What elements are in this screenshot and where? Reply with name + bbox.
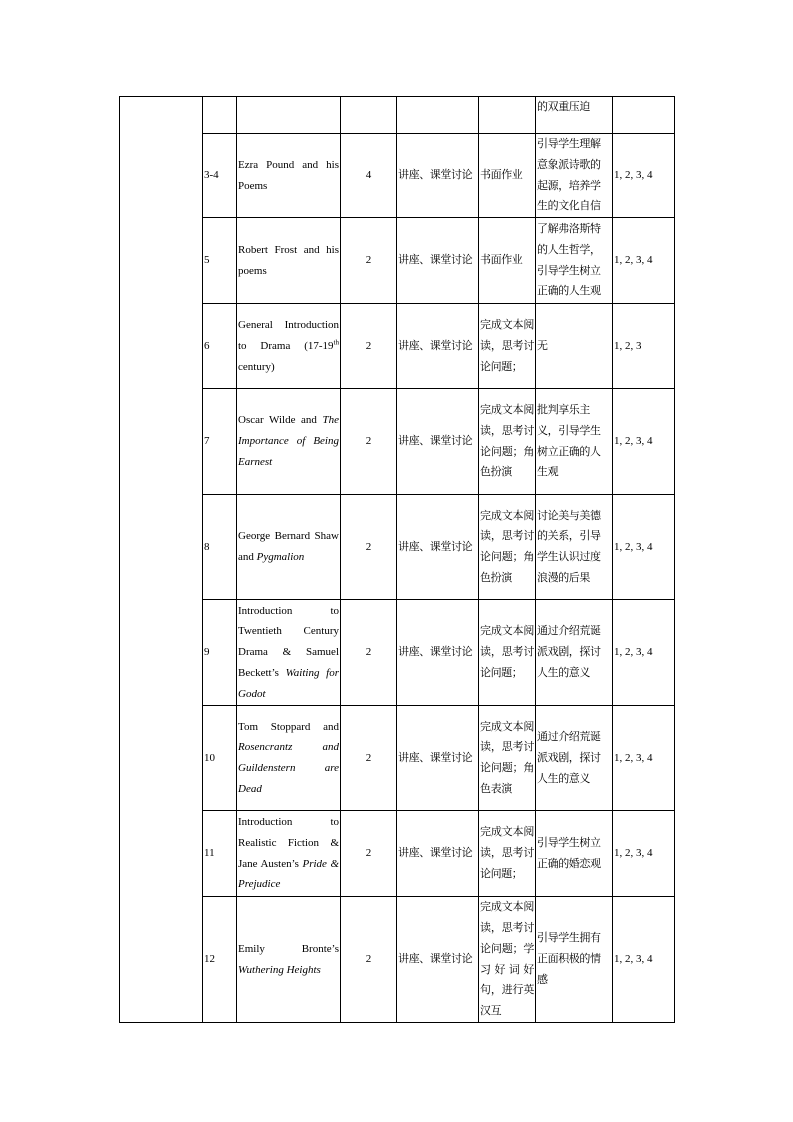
homework-cell bbox=[479, 97, 536, 134]
topic-text: Tom Stoppard and bbox=[238, 720, 339, 733]
assessment-cell: 1, 2, 3, 4 bbox=[613, 134, 675, 218]
topic-cell bbox=[237, 304, 341, 389]
hours-cell: 2 bbox=[341, 304, 397, 389]
topic-cell bbox=[237, 97, 341, 134]
topic-text: Introduction to Twentieth Century Drama & Samuel Beckett’s bbox=[238, 604, 339, 680]
ideology-cell: 通过介绍荒诞派戏剧，探讨人生的意义 bbox=[536, 600, 613, 706]
assessment-cell: 1, 2, 3, 4 bbox=[613, 811, 675, 897]
topic-text: George Bernard Shaw and bbox=[238, 530, 339, 564]
ideology-cell: 无 bbox=[536, 304, 613, 389]
topic-cell bbox=[237, 706, 341, 811]
table-row bbox=[120, 600, 675, 706]
topic-cell bbox=[237, 811, 341, 897]
week-cell: 7 bbox=[203, 389, 237, 495]
method-cell: 讲座、课堂讨论 bbox=[397, 389, 479, 495]
topic-text: Emily Bronte’s bbox=[238, 942, 339, 955]
assessment-cell: 1, 2, 3, 4 bbox=[613, 495, 675, 600]
topic-text: General Introduction to Drama (17-19 bbox=[238, 318, 339, 352]
topic-text: Introduction to Realistic Fiction & Jane Austen’s bbox=[238, 816, 339, 870]
table-row bbox=[120, 389, 675, 495]
homework-cell: 书面作业 bbox=[479, 134, 536, 218]
topic-cell: Ezra Pound and his Poems bbox=[237, 134, 341, 218]
week-cell: 10 bbox=[203, 706, 237, 811]
week-cell bbox=[203, 97, 237, 134]
table-row bbox=[120, 495, 675, 600]
week-cell: 8 bbox=[203, 495, 237, 600]
week-cell: 3-4 bbox=[203, 134, 237, 218]
ideology-cell: 讨论美与美德的关系，引导学生认识过度浪漫的后果 bbox=[536, 495, 613, 600]
hours-cell: 2 bbox=[341, 495, 397, 600]
homework-cell: 完成文本阅读，思考讨论问题；角色表演 bbox=[479, 706, 536, 811]
hours-cell: 2 bbox=[341, 897, 397, 1023]
homework-cell: 完成文本阅读，思考讨论问题； bbox=[479, 304, 536, 389]
hours-cell: 2 bbox=[341, 389, 397, 495]
method-cell: 讲座、课堂讨论 bbox=[397, 706, 479, 811]
topic-cell bbox=[237, 600, 341, 706]
hours-cell: 2 bbox=[341, 811, 397, 897]
work-title: Rosencrantz and Guildenstern are Dead bbox=[238, 741, 339, 795]
table-row bbox=[120, 134, 675, 218]
assessment-cell bbox=[613, 97, 675, 134]
course-schedule-table bbox=[119, 96, 675, 1023]
assessment-cell: 1, 2, 3, 4 bbox=[613, 897, 675, 1023]
week-cell: 11 bbox=[203, 811, 237, 897]
assessment-cell: 1, 2, 3, 4 bbox=[613, 218, 675, 304]
ideology-cell: 引导学生理解意象派诗歌的起源，培养学生的文化自信 bbox=[536, 134, 613, 218]
work-title: Pride & Prejudice bbox=[238, 857, 339, 891]
week-cell: 6 bbox=[203, 304, 237, 389]
topic-cell: Robert Frost and his poems bbox=[237, 218, 341, 304]
method-cell: 讲座、课堂讨论 bbox=[397, 495, 479, 600]
method-cell: 讲座、课堂讨论 bbox=[397, 811, 479, 897]
topic-cell bbox=[237, 495, 341, 600]
hours-cell: 4 bbox=[341, 134, 397, 218]
method-cell bbox=[397, 97, 479, 134]
method-cell: 讲座、课堂讨论 bbox=[397, 218, 479, 304]
hours-cell bbox=[341, 97, 397, 134]
homework-cell: 书面作业 bbox=[479, 218, 536, 304]
ideology-cell: 通过介绍荒诞派戏剧，探讨人生的意义 bbox=[536, 706, 613, 811]
topic-cell bbox=[237, 389, 341, 495]
topic-text: Oscar Wilde and bbox=[238, 414, 323, 427]
ideology-cell: 批判享乐主义，引导学生树立正确的人生观 bbox=[536, 389, 613, 495]
week-cell: 12 bbox=[203, 897, 237, 1023]
assessment-cell: 1, 2, 3 bbox=[613, 304, 675, 389]
week-cell: 9 bbox=[203, 600, 237, 706]
topic-superscript: th bbox=[333, 338, 339, 347]
assessment-cell: 1, 2, 3, 4 bbox=[613, 389, 675, 495]
assessment-cell: 1, 2, 3, 4 bbox=[613, 706, 675, 811]
merged-category-cell bbox=[120, 97, 203, 1023]
ideology-cell: 引导学生树立正确的婚恋观 bbox=[536, 811, 613, 897]
table-row bbox=[120, 706, 675, 811]
method-cell: 讲座、课堂讨论 bbox=[397, 134, 479, 218]
assessment-cell: 1, 2, 3, 4 bbox=[613, 600, 675, 706]
homework-cell: 完成文本阅读，思考讨论问题； bbox=[479, 600, 536, 706]
method-cell: 讲座、课堂讨论 bbox=[397, 304, 479, 389]
hours-cell: 2 bbox=[341, 600, 397, 706]
table-row bbox=[120, 811, 675, 897]
topic-text-end: century) bbox=[238, 360, 275, 373]
ideology-cell: 引导学生拥有正面积极的情感 bbox=[536, 897, 613, 1023]
ideology-cell: 的双重压迫 bbox=[536, 97, 613, 134]
homework-cell: 完成文本阅读，思考讨论问题； bbox=[479, 811, 536, 897]
homework-cell: 完成文本阅读，思考讨论问题；角色扮演 bbox=[479, 495, 536, 600]
topic-cell bbox=[237, 897, 341, 1023]
table-row bbox=[120, 304, 675, 389]
method-cell: 讲座、课堂讨论 bbox=[397, 600, 479, 706]
work-title: Pygmalion bbox=[256, 551, 305, 564]
method-cell: 讲座、课堂讨论 bbox=[397, 897, 479, 1023]
ideology-cell: 了解弗洛斯特的人生哲学，引导学生树立正确的人生观 bbox=[536, 218, 613, 304]
work-title: Wuthering Heights bbox=[238, 963, 321, 976]
table-row bbox=[120, 97, 675, 134]
homework-cell: 完成文本阅读，思考讨论问题；角色扮演 bbox=[479, 389, 536, 495]
table-row bbox=[120, 218, 675, 304]
work-title: The Importance of Being Earnest bbox=[238, 414, 339, 469]
hours-cell: 2 bbox=[341, 218, 397, 304]
homework-cell: 完成文本阅读，思考讨论问题；学习好词好句，进行英汉互 bbox=[479, 897, 536, 1023]
work-title: Waiting for Godot bbox=[238, 667, 339, 700]
week-cell: 5 bbox=[203, 218, 237, 304]
table-row bbox=[120, 897, 675, 1023]
hours-cell: 2 bbox=[341, 706, 397, 811]
